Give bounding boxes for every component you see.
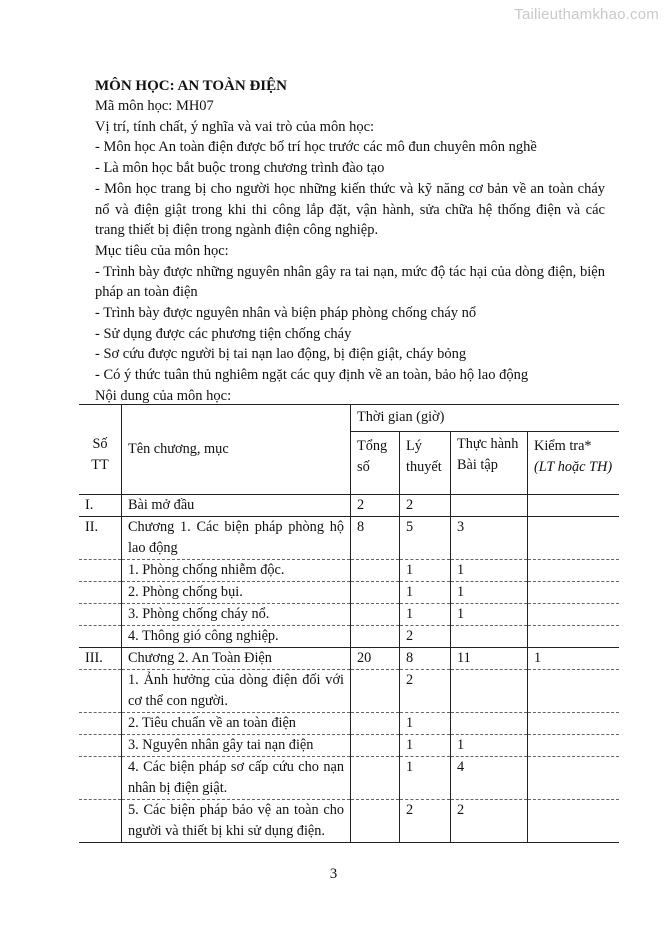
cell-test: [528, 495, 620, 517]
cell-stt: [79, 713, 122, 735]
table-row: [79, 626, 619, 648]
cell-total: 8: [351, 517, 400, 560]
position-item: - Môn học An toàn điện được bố trí học trước các mô đun chuyên môn nghề: [95, 139, 537, 156]
position-item: - Môn học trang bị cho người học những kiến thức và kỹ năng cơ bản về an toàn cháy nổ và điện giật trong khi thi công lắp đặt, vận hành, sửa chữa hệ thống điện và các trang thiết bị điện trong ngành điện công nghiệp.: [95, 180, 605, 239]
subject-code: Mã môn học: MH07: [95, 98, 214, 114]
cell-practice: 1: [451, 735, 528, 757]
cell-theory: 1: [400, 735, 451, 757]
cell-practice: [451, 713, 528, 735]
header-time-group: Thời gian (giờ): [351, 405, 620, 432]
cell-practice: [451, 626, 528, 648]
goal-item: - Có ý thức tuân thủ nghiêm ngặt các quy định về an toàn, bảo hộ lao động: [95, 367, 529, 384]
cell-stt: [79, 626, 122, 648]
cell-theory: 2: [400, 670, 451, 713]
cell-stt: II.: [79, 517, 122, 560]
cell-theory: 1: [400, 560, 451, 582]
goals-heading: Mục tiêu của môn học:: [95, 242, 229, 259]
cell-name: 4. Thông gió công nghiệp.: [122, 626, 351, 648]
position-heading: Vị trí, tính chất, ý nghĩa và vai trò của môn học:: [95, 118, 375, 135]
goal-item: - Trình bày được những nguyên nhân gây ra tai nạn, mức độ tác hại của dòng điện, biện pháp an toàn điện: [95, 263, 605, 301]
cell-practice: 3: [451, 517, 528, 560]
cell-theory: 8: [400, 648, 451, 670]
cell-theory: 2: [400, 800, 451, 843]
cell-theory: 1: [400, 713, 451, 735]
cell-practice: 1: [451, 582, 528, 604]
cell-theory: 1: [400, 604, 451, 626]
cell-practice: 1: [451, 560, 528, 582]
syllabus-table: [79, 404, 619, 843]
cell-test: [528, 517, 620, 560]
cell-name: 1. Ảnh hưởng của dòng điện đối với cơ thể con người.: [122, 670, 351, 713]
cell-stt: [79, 604, 122, 626]
cell-practice: 2: [451, 800, 528, 843]
cell-stt: III.: [79, 648, 122, 670]
goal-item: - Sơ cứu được người bị tai nạn lao động, bị điện giật, cháy bỏng: [95, 346, 467, 363]
header-name: Tên chương, mục: [122, 405, 351, 495]
cell-stt: [79, 560, 122, 582]
table-row: [79, 495, 619, 517]
subject-title: MÔN HỌC: AN TOÀN ĐIỆN: [95, 78, 287, 94]
cell-name: 1. Phòng chống nhiễm độc.: [122, 560, 351, 582]
cell-total: [351, 670, 400, 713]
position-item: - Là môn học bắt buộc trong chương trình đào tạo: [95, 160, 385, 177]
header-practice: Thực hành Bài tập: [451, 432, 528, 495]
cell-stt: [79, 800, 122, 843]
page-number: 3: [329, 866, 338, 882]
cell-stt: I.: [79, 495, 122, 517]
cell-test: [528, 604, 620, 626]
cell-stt: [79, 582, 122, 604]
cell-total: [351, 800, 400, 843]
cell-theory: 1: [400, 582, 451, 604]
table-row: [79, 713, 619, 735]
cell-name: 3. Nguyên nhân gây tai nạn điện: [122, 735, 351, 757]
cell-name: Chương 1. Các biện pháp phòng hộ lao động: [122, 517, 351, 560]
content-heading: Nội dung của môn học:: [95, 387, 232, 404]
cell-total: 20: [351, 648, 400, 670]
cell-stt: [79, 757, 122, 800]
table-row: [79, 800, 619, 843]
document-body: [95, 76, 605, 407]
cell-theory: 2: [400, 626, 451, 648]
cell-test: 1: [528, 648, 620, 670]
cell-theory: 2: [400, 495, 451, 517]
watermark: Tailieuthamkhao.com: [514, 6, 659, 23]
table-row: [79, 517, 619, 560]
cell-total: [351, 713, 400, 735]
table-row: [79, 604, 619, 626]
table-row: [79, 735, 619, 757]
table-row: [79, 670, 619, 713]
cell-test: [528, 735, 620, 757]
header-test-note: (LT hoặc TH): [534, 459, 613, 475]
cell-theory: 1: [400, 757, 451, 800]
table-row: [79, 560, 619, 582]
cell-test: [528, 757, 620, 800]
table-row: [79, 648, 619, 670]
table-row: [79, 582, 619, 604]
goal-item: - Trình bày được nguyên nhân và biện pháp phòng chống cháy nổ: [95, 305, 477, 322]
cell-test: [528, 713, 620, 735]
header-total: Tổng số: [351, 432, 400, 495]
cell-total: [351, 560, 400, 582]
cell-practice: [451, 670, 528, 713]
cell-practice: 11: [451, 648, 528, 670]
cell-test: [528, 626, 620, 648]
cell-name: 3. Phòng chống cháy nổ.: [122, 604, 351, 626]
cell-stt: [79, 735, 122, 757]
cell-total: 2: [351, 495, 400, 517]
cell-test: [528, 560, 620, 582]
cell-name: Bài mở đầu: [122, 495, 351, 517]
cell-practice: 4: [451, 757, 528, 800]
cell-total: [351, 735, 400, 757]
cell-practice: [451, 495, 528, 517]
cell-name: 2. Phòng chống bụi.: [122, 582, 351, 604]
header-theory: Lý thuyết: [400, 432, 451, 495]
goal-item: - Sử dụng được các phương tiện chống cháy: [95, 325, 352, 342]
cell-practice: 1: [451, 604, 528, 626]
cell-test: [528, 582, 620, 604]
cell-theory: 5: [400, 517, 451, 560]
cell-name: 2. Tiêu chuẩn về an toàn điện: [122, 713, 351, 735]
cell-total: [351, 757, 400, 800]
header-test: [528, 432, 620, 495]
cell-stt: [79, 670, 122, 713]
cell-total: [351, 604, 400, 626]
table-row: [79, 757, 619, 800]
cell-name: 5. Các biện pháp bảo vệ an toàn cho người và thiết bị khi sử dụng điện.: [122, 800, 351, 843]
cell-name: Chương 2. An Toàn Điện: [122, 648, 351, 670]
header-stt: Số TT: [79, 405, 122, 495]
cell-name: 4. Các biện pháp sơ cấp cứu cho nạn nhân bị điện giật.: [122, 757, 351, 800]
cell-total: [351, 582, 400, 604]
header-test-label: Kiểm tra*: [534, 438, 592, 454]
cell-test: [528, 670, 620, 713]
cell-total: [351, 626, 400, 648]
cell-test: [528, 800, 620, 843]
